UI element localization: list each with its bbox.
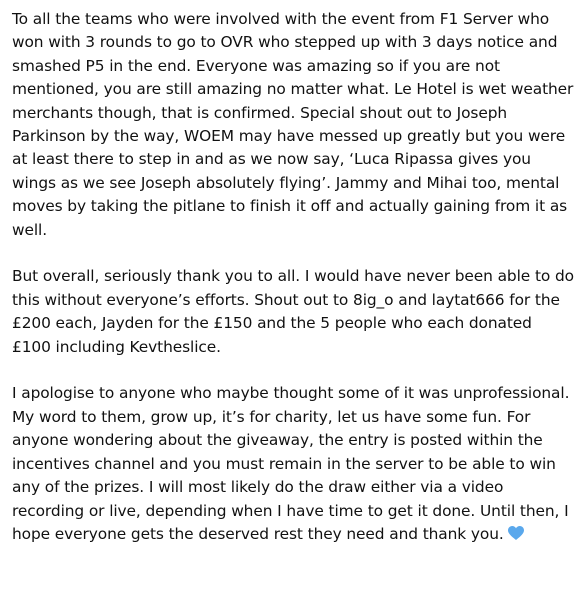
- message-paragraph-1: To all the teams who were involved with the event from F1 Server who won with 3 rounds to go to OVR who stepped up with 3 days notice and smashed P5 in the end. Everyone was amazing so if you are not mentioned, you are still amazing no matter what. Le Hotel is wet weather merchants though, that is confirmed. Special shout out to Joseph Parkinson by the way, WOEM may have messed up greatly but you were at least there to step in and as we now say, ‘Luca Ripassa gives you wings as we see Joseph absolutely flying’. Jammy and Mihai too, mental moves by taking the pitlane to finish it off and actually gaining from it as well.: [12, 10, 574, 239]
- message-paragraph-2: But overall, seriously thank you to all. I would have never been able to do this without everyone’s efforts. Shout out to 8ig_o and laytat666 for the £200 each, Jayden for the £150 and the 5 people who each donated £100 including Kevtheslice.: [12, 267, 574, 356]
- message-body: [12, 8, 574, 546]
- blue-heart-icon: [508, 526, 524, 541]
- message-paragraph-3: [12, 382, 574, 546]
- message-paragraph-3-text: I apologise to anyone who maybe thought some of it was unprofessional. My word to them, grow up, it’s for charity, let us have some fun. For anyone wondering about the giveaway, the entry is posted within the incentives channel and you must remain in the server to be able to win any of the prizes. I will most likely do the draw either via a video recording or live, depending when I have time to get it done. Until then, I hope everyone gets the deserved rest they need and thank you.: [12, 384, 570, 543]
